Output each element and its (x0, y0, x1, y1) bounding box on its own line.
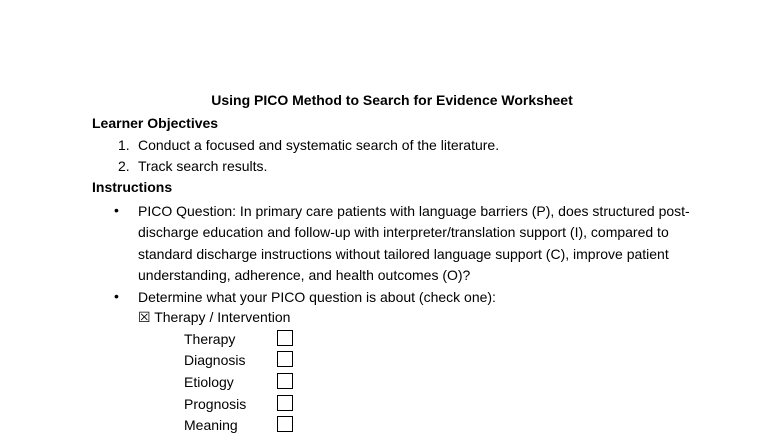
checked-box-icon[interactable]: ☒ (138, 310, 151, 326)
checkbox-prognosis[interactable] (277, 395, 293, 411)
option-label-meaning: Meaning (184, 417, 238, 433)
objective-item (118, 137, 499, 153)
checked-option[interactable] (138, 309, 290, 326)
objective-text: Track search results. (138, 158, 268, 174)
checkbox-etiology[interactable] (277, 373, 293, 389)
objective-item (118, 158, 267, 174)
checked-option-label: Therapy / Intervention (154, 309, 291, 325)
instructions-heading: Instructions (92, 179, 173, 195)
bullet-glyph: • (114, 288, 119, 304)
pico-question-text: PICO Question: In primary care patients with language barriers (P), does structured post-discharge education and follow-up with interpreter/translation support (I), compared to standard discharge instructions without tailored language support (C), improve patient understanding, adherence, and health outcomes (O)? (138, 203, 690, 283)
page-title: Using PICO Method to Search for Evidence Worksheet (211, 92, 573, 108)
option-label-diagnosis: Diagnosis (184, 352, 246, 368)
option-label-etiology: Etiology (184, 374, 234, 390)
objective-number: 2. (118, 158, 130, 174)
option-label-prognosis: Prognosis (184, 396, 247, 412)
checkbox-diagnosis[interactable] (277, 351, 293, 367)
learner-objectives-heading: Learner Objectives (92, 115, 219, 131)
checkbox-therapy[interactable] (277, 330, 293, 346)
bullet-glyph: • (114, 202, 119, 218)
determine-instruction: Determine what your PICO question is about (check one): (138, 289, 496, 305)
objective-number: 1. (118, 137, 130, 153)
objective-text: Conduct a focused and systematic search of the literature. (138, 137, 500, 153)
checkbox-meaning[interactable] (277, 416, 293, 432)
option-label-therapy: Therapy (184, 331, 236, 347)
